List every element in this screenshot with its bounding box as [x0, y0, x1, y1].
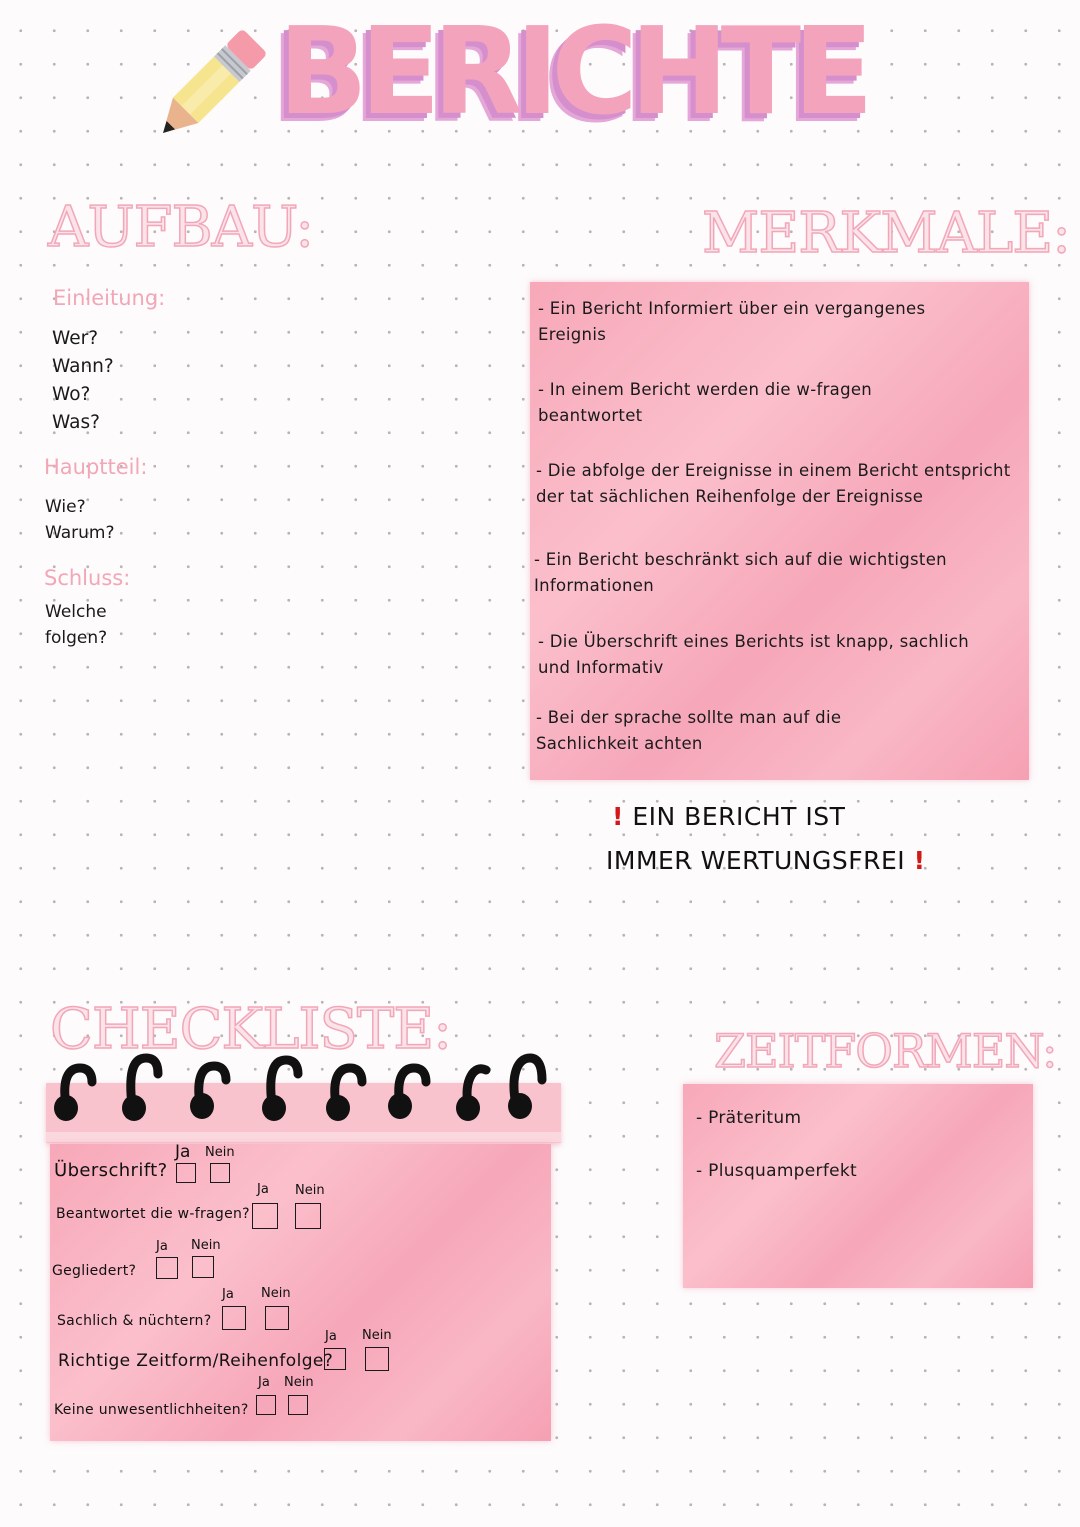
hauptteil-questions: [45, 494, 115, 546]
checklist-question: Sachlich & nüchtern?: [57, 1313, 212, 1329]
merkmal-line: beantwortet: [538, 406, 643, 425]
zeitform-item: - Präteritum: [696, 1108, 802, 1128]
ja-checkbox[interactable]: [324, 1348, 346, 1370]
warning-note: [606, 795, 925, 883]
merkmal-line: - Ein Bericht beschränkt sich auf die wichtigsten: [534, 550, 947, 569]
ja-label: Ja: [257, 1182, 269, 1197]
ja-label: Ja: [175, 1142, 191, 1162]
nein-label: Nein: [205, 1145, 235, 1160]
merkmal-item: [536, 705, 841, 757]
einleitung-label: Einleitung:: [53, 286, 166, 310]
merkmal-item: [538, 377, 872, 429]
ja-label: Ja: [222, 1287, 234, 1302]
page-title: BERICHTE: [278, 0, 866, 142]
checkliste-heading: CHECKLISTE:: [50, 997, 452, 1062]
nein-checkbox[interactable]: [210, 1163, 230, 1183]
warning-line-1: [606, 795, 925, 839]
merkmal-line: - Die Überschrift eines Berichts ist knapp, sachlich: [538, 632, 969, 651]
schluss-label: Schluss:: [44, 566, 131, 590]
nein-checkbox[interactable]: [192, 1256, 214, 1278]
ja-checkbox[interactable]: [252, 1203, 278, 1229]
exclamation-icon: !: [612, 802, 624, 831]
merkmal-line: - Ein Bericht Informiert über ein vergangenes: [538, 299, 926, 318]
nein-label: Nein: [362, 1328, 392, 1343]
einleitung-questions: [52, 325, 114, 437]
warning-line-2: [606, 839, 925, 883]
merkmal-line: Informationen: [534, 576, 655, 595]
zeitformen-heading: ZEITFORMEN:: [714, 1024, 1057, 1078]
question-item: Wer?: [52, 328, 99, 349]
ja-label: Ja: [156, 1239, 168, 1254]
checklist-question: Gegliedert?: [52, 1263, 137, 1279]
merkmal-item: [538, 296, 925, 348]
merkmal-item: [538, 629, 969, 681]
merkmal-item: [534, 547, 947, 599]
notepad-binding-strip: [46, 1132, 561, 1142]
hauptteil-label: Hauptteil:: [44, 455, 148, 479]
merkmal-line: - Die abfolge der Ereignisse in einem Bericht entspricht: [536, 461, 1011, 480]
checklist-question: Keine unwesentlichheiten?: [54, 1402, 249, 1418]
checklist-question: Beantwortet die w-fragen?: [56, 1206, 250, 1222]
nein-label: Nein: [284, 1375, 314, 1390]
ja-checkbox[interactable]: [222, 1306, 246, 1330]
merkmale-heading: MERKMALE:: [702, 201, 1070, 266]
zeitform-item: - Plusquamperfekt: [696, 1161, 857, 1181]
ja-label: Ja: [258, 1375, 270, 1390]
nein-checkbox[interactable]: [288, 1395, 308, 1415]
merkmal-line: und Informativ: [538, 658, 664, 677]
spiral-rings: [48, 1050, 558, 1126]
question-item: Warum?: [45, 523, 115, 543]
merkmale-card: [530, 282, 1029, 780]
ja-label: Ja: [325, 1329, 337, 1344]
ja-checkbox[interactable]: [156, 1257, 178, 1279]
merkmal-line: - Bei der sprache sollte man auf die: [536, 708, 842, 727]
checklist-question: Überschrift?: [54, 1160, 168, 1181]
merkmal-line: Ereignis: [538, 325, 607, 344]
warning-text-1: EIN BERICHT IST: [632, 802, 846, 831]
nein-checkbox[interactable]: [265, 1306, 289, 1330]
nein-label: Nein: [191, 1238, 221, 1253]
merkmal-item: [536, 458, 1011, 510]
merkmal-line: Sachlichkeit achten: [536, 734, 703, 753]
nein-label: Nein: [261, 1286, 291, 1301]
ja-checkbox[interactable]: [176, 1163, 196, 1183]
schluss-questions: [45, 599, 107, 651]
exclamation-icon: !: [913, 846, 926, 875]
ja-checkbox[interactable]: [256, 1395, 276, 1415]
question-item: Wann?: [52, 356, 114, 377]
merkmal-line: der tat sächlichen Reihenfolge der Ereignisse: [536, 487, 924, 506]
pencil-icon: [148, 28, 270, 146]
question-item: Was?: [52, 412, 100, 433]
nein-label: Nein: [295, 1183, 325, 1198]
aufbau-heading: AUFBAU:: [48, 195, 314, 260]
checklist-question: Richtige Zeitform/Reihenfolge?: [58, 1351, 334, 1371]
question-item: Welche: [45, 602, 107, 622]
nein-checkbox[interactable]: [295, 1203, 321, 1229]
question-item: Wo?: [52, 384, 91, 405]
zeitformen-card: [683, 1084, 1033, 1288]
nein-checkbox[interactable]: [365, 1347, 389, 1371]
question-item: Wie?: [45, 497, 86, 517]
question-item: folgen?: [45, 628, 108, 648]
merkmal-line: - In einem Bericht werden die w-fragen: [538, 380, 873, 399]
warning-text-2: IMMER WERTUNGSFREI: [606, 846, 906, 875]
checkliste-card: [50, 1144, 551, 1441]
